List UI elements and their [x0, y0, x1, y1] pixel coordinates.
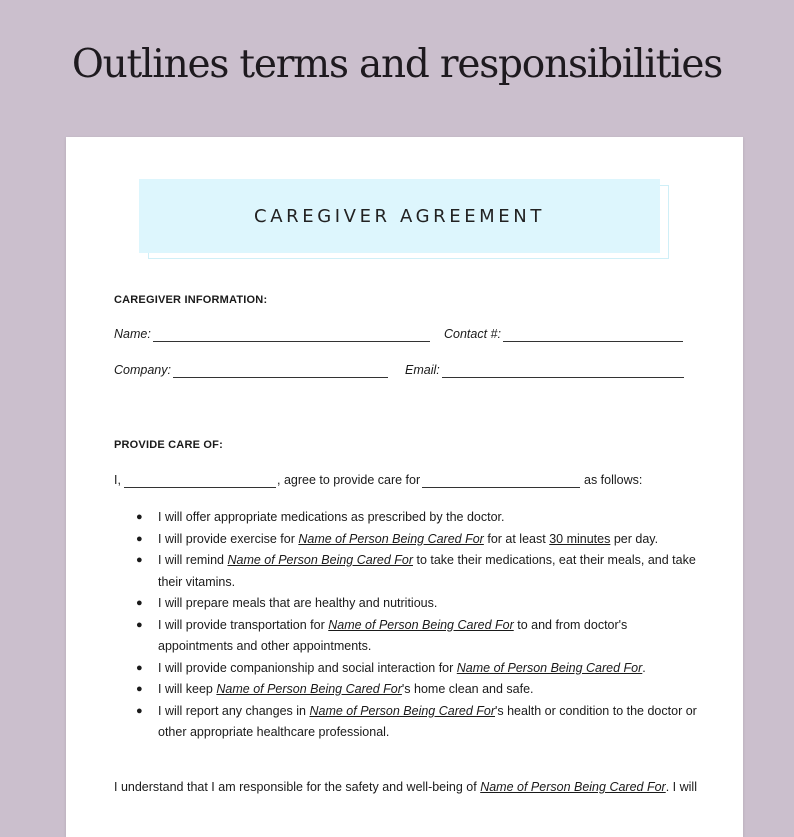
list-item: ● I will provide transportation for Name of Person Being Cared For to and from doctor's appointments and other appointments.: [114, 615, 709, 658]
page-headline: Outlines terms and responsibilities: [71, 42, 723, 87]
contact-field[interactable]: [503, 341, 683, 342]
name-field[interactable]: [153, 341, 430, 342]
bullet-icon: ●: [136, 683, 143, 695]
company-email-row: [114, 363, 686, 381]
email-label: Email:: [405, 363, 440, 377]
exercise-duration: 30 minutes: [549, 531, 611, 546]
intro-agree: , agree to provide care for: [277, 473, 421, 487]
bullet-icon: ●: [136, 511, 143, 523]
contact-label: Contact #:: [444, 327, 501, 341]
name-label: Name:: [114, 327, 151, 341]
person-placeholder: Name of Person Being Cared For: [328, 617, 514, 632]
document-title: CAREGIVER AGREEMENT: [254, 205, 545, 227]
bullet-icon: ●: [136, 554, 143, 566]
intro-follows: as follows:: [584, 473, 643, 487]
list-item: ● I will offer appropriate medications as prescribed by the doctor.: [114, 507, 709, 529]
responsibilities-list: [114, 507, 709, 744]
list-item: ● I will provide companionship and social interaction for Name of Person Being Cared For.: [114, 658, 709, 680]
bullet-icon: ●: [136, 597, 143, 609]
person-placeholder: Name of Person Being Cared For: [456, 660, 643, 675]
recipient-name-blank[interactable]: [422, 487, 580, 488]
email-field[interactable]: [442, 377, 684, 378]
provide-care-heading: PROVIDE CARE OF:: [114, 439, 223, 451]
person-placeholder: Name of Person Being Cared For: [227, 553, 413, 567]
title-box: [139, 179, 660, 253]
person-placeholder: Name of Person Being Cared For: [309, 703, 495, 718]
intro-i: I,: [114, 473, 121, 487]
provide-care-intro: [114, 473, 686, 491]
list-item: ● I will keep Name of Person Being Cared For's home clean and safe.: [114, 679, 709, 701]
company-field[interactable]: [173, 377, 388, 378]
list-item: ● I will prepare meals that are healthy and nutritious.: [114, 593, 709, 615]
name-contact-row: [114, 327, 686, 345]
agreement-document: [66, 137, 743, 837]
bullet-icon: ●: [136, 618, 143, 631]
list-item: ● I will report any changes in Name of Person Being Cared For's health or condition to the doctor or other appropriate healthcare professional.: [114, 701, 709, 744]
person-placeholder: Name of Person Being Cared For: [216, 682, 402, 696]
bullet-icon: ●: [136, 661, 143, 674]
list-item: ● I will remind Name of Person Being Cared For to take their medications, eat their meals, and take their vitamins.: [114, 550, 709, 593]
person-placeholder: Name of Person Being Cared For: [298, 531, 484, 546]
person-placeholder: Name of Person Being Cared For: [480, 780, 666, 794]
closing-statement: I understand that I am responsible for the safety and well-being of Name of Person Being Cared For. I will: [114, 780, 697, 794]
list-item: ● I will provide exercise for Name of Person Being Cared For for at least 30 minutes per day.: [114, 529, 709, 551]
caregiver-name-blank[interactable]: [124, 487, 276, 488]
bullet-icon: ●: [136, 532, 143, 545]
company-label: Company:: [114, 363, 171, 377]
caregiver-info-heading: CAREGIVER INFORMATION:: [114, 294, 268, 306]
bullet-icon: ●: [136, 704, 143, 717]
